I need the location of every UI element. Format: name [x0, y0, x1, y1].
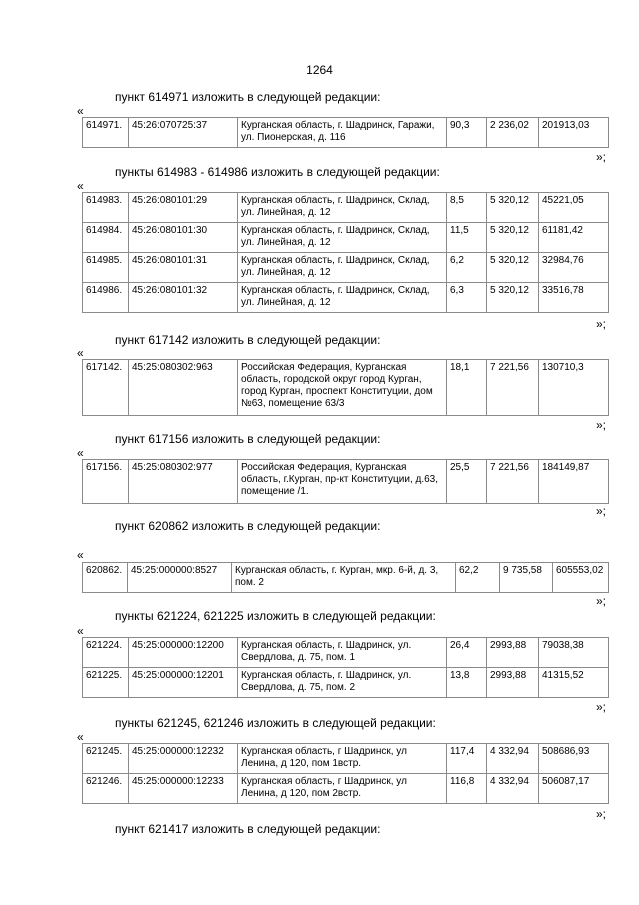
- cell-rate: 4 332,94: [487, 774, 539, 804]
- cell-value: 61181,42: [539, 223, 609, 253]
- cell-value: 201913,03: [539, 118, 609, 148]
- table-row: [83, 563, 609, 593]
- cell-rate: 5 320,12: [487, 283, 539, 313]
- cell-cadastral: 45:26:080101:29: [129, 193, 238, 223]
- quote-close: »;: [596, 504, 607, 518]
- data-table: [82, 637, 609, 698]
- cell-num: 621224.: [83, 638, 129, 668]
- table-row: [83, 118, 609, 148]
- cell-num: 614986.: [83, 283, 129, 313]
- cell-rate: 5 320,12: [487, 253, 539, 283]
- data-table: [82, 117, 609, 148]
- data-table: [82, 562, 609, 593]
- data-table: [82, 459, 609, 504]
- cell-num: 620862.: [83, 563, 128, 593]
- cell-address: Курганская область, г Шадринск, ул Ленина, д 120, пом 2встр.: [238, 774, 447, 804]
- cell-value: 41315,52: [539, 668, 609, 698]
- cell-rate: 7 221,56: [487, 360, 539, 416]
- quote-open: «: [77, 548, 84, 562]
- table-row: [83, 360, 609, 416]
- cell-cadastral: 45:25:000000:12233: [129, 774, 238, 804]
- cell-cadastral: 45:25:080302:977: [129, 460, 238, 504]
- cell-address: Российская Федерация, Курганская область, г.Курган, пр-кт Конституции, д.63, помещение /1.: [238, 460, 447, 504]
- table-row: [83, 744, 609, 774]
- cell-address: Курганская область, г. Шадринск, Склад, ул. Линейная, д. 12: [238, 253, 447, 283]
- cell-num: 617156.: [83, 460, 129, 504]
- cell-cadastral: 45:25:000000:12200: [129, 638, 238, 668]
- cell-num: 614983.: [83, 193, 129, 223]
- section-intro: пункт 614971 изложить в следующей редакции:: [115, 90, 381, 104]
- cell-cadastral: 45:26:080101:30: [129, 223, 238, 253]
- cell-area: 62,2: [456, 563, 500, 593]
- table-row: [83, 774, 609, 804]
- cell-area: 6,2: [447, 253, 487, 283]
- quote-open: «: [77, 346, 84, 360]
- cell-cadastral: 45:25:000000:12201: [129, 668, 238, 698]
- cell-area: 117,4: [447, 744, 487, 774]
- cell-rate: 2993,88: [487, 668, 539, 698]
- cell-rate: 4 332,94: [487, 744, 539, 774]
- cell-address: Российская Федерация, Курганская область, городской округ город Курган, город Курган, проспект Конституции, дом №63, помещение 63/3: [238, 360, 447, 416]
- data-table: [82, 192, 609, 313]
- cell-rate: 7 221,56: [487, 460, 539, 504]
- section-intro: пункты 621245, 621246 изложить в следующей редакции:: [115, 716, 436, 730]
- data-table: [82, 359, 609, 416]
- cell-address: Курганская область, г. Шадринск, Склад, ул. Линейная, д. 12: [238, 223, 447, 253]
- quote-close: »;: [596, 807, 607, 821]
- cell-num: 617142.: [83, 360, 129, 416]
- quote-close: »;: [596, 594, 607, 608]
- cell-cadastral: 45:26:080101:32: [129, 283, 238, 313]
- table-row: [83, 193, 609, 223]
- cell-rate: 2993,88: [487, 638, 539, 668]
- cell-area: 116,8: [447, 774, 487, 804]
- cell-value: 506087,17: [539, 774, 609, 804]
- cell-area: 90,3: [447, 118, 487, 148]
- table-row: [83, 253, 609, 283]
- cell-value: 33516,78: [539, 283, 609, 313]
- quote-close: »;: [596, 317, 607, 331]
- cell-area: 25,5: [447, 460, 487, 504]
- table-row: [83, 460, 609, 504]
- cell-rate: 2 236,02: [487, 118, 539, 148]
- cell-cadastral: 45:25:080302:963: [129, 360, 238, 416]
- cell-address: Курганская область, г. Шадринск, Склад, ул. Линейная, д. 12: [238, 283, 447, 313]
- cell-cadastral: 45:25:000000:8527: [128, 563, 232, 593]
- cell-cadastral: 45:25:000000:12232: [129, 744, 238, 774]
- cell-num: 621246.: [83, 774, 129, 804]
- cell-rate: 5 320,12: [487, 193, 539, 223]
- cell-num: 614985.: [83, 253, 129, 283]
- cell-address: Курганская область, г. Шадринск, ул. Свердлова, д. 75, пом. 2: [238, 668, 447, 698]
- cell-address: Курганская область, г. Шадринск, Склад, ул. Линейная, д. 12: [238, 193, 447, 223]
- cell-address: Курганская область, г. Шадринск, Гаражи, ул. Пионерская, д. 116: [238, 118, 447, 148]
- cell-num: 621225.: [83, 668, 129, 698]
- section-intro: пункт 617142 изложить в следующей редакции:: [115, 333, 381, 347]
- section-intro: пункт 617156 изложить в следующей редакции:: [115, 432, 381, 446]
- cell-area: 8,5: [447, 193, 487, 223]
- quote-close: »;: [596, 150, 607, 164]
- cell-rate: 5 320,12: [487, 223, 539, 253]
- cell-area: 11,5: [447, 223, 487, 253]
- cell-value: 184149,87: [539, 460, 609, 504]
- section-intro: пункт 621417 изложить в следующей редакции:: [115, 822, 381, 836]
- cell-value: 605553,02: [553, 563, 609, 593]
- cell-cadastral: 45:26:080101:31: [129, 253, 238, 283]
- table-row: [83, 223, 609, 253]
- cell-num: 614984.: [83, 223, 129, 253]
- quote-open: «: [77, 624, 84, 638]
- quote-close: »;: [596, 418, 607, 432]
- cell-num: 621245.: [83, 744, 129, 774]
- quote-open: «: [77, 446, 84, 460]
- cell-address: Курганская область, г. Шадринск, ул. Свердлова, д. 75, пом. 1: [238, 638, 447, 668]
- cell-area: 26,4: [447, 638, 487, 668]
- quote-open: «: [77, 104, 84, 118]
- cell-value: 130710,3: [539, 360, 609, 416]
- quote-open: «: [77, 730, 84, 744]
- cell-address: Курганская область, г Шадринск, ул Ленина, д 120, пом 1встр.: [238, 744, 447, 774]
- section-intro: пункт 620862 изложить в следующей редакции:: [115, 519, 381, 533]
- cell-value: 45221,05: [539, 193, 609, 223]
- cell-value: 79038,38: [539, 638, 609, 668]
- page-number: 1264: [306, 63, 333, 77]
- cell-area: 13,8: [447, 668, 487, 698]
- cell-value: 508686,93: [539, 744, 609, 774]
- cell-num: 614971.: [83, 118, 129, 148]
- cell-value: 32984,76: [539, 253, 609, 283]
- data-table: [82, 743, 609, 804]
- cell-cadastral: 45:26:070725:37: [129, 118, 238, 148]
- table-row: [83, 283, 609, 313]
- cell-rate: 9 735,58: [500, 563, 553, 593]
- cell-area: 18,1: [447, 360, 487, 416]
- cell-area: 6,3: [447, 283, 487, 313]
- quote-open: «: [77, 179, 84, 193]
- table-row: [83, 638, 609, 668]
- cell-address: Курганская область, г. Курган, мкр. 6-й, д. 3, пом. 2: [232, 563, 456, 593]
- quote-close: »;: [596, 700, 607, 714]
- table-row: [83, 668, 609, 698]
- section-intro: пункты 614983 - 614986 изложить в следующей редакции:: [115, 165, 440, 179]
- section-intro: пункты 621224, 621225 изложить в следующей редакции:: [115, 609, 436, 623]
